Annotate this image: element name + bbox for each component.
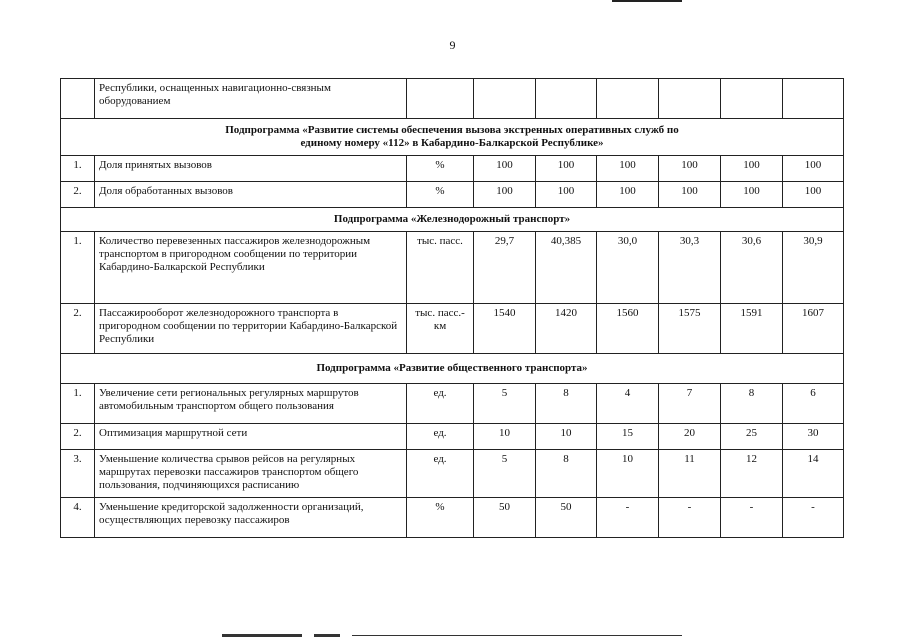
value-cell: 100 (659, 156, 721, 182)
value-cell: 8 (536, 384, 597, 424)
value-cell: 100 (474, 156, 536, 182)
section-row (61, 354, 844, 384)
value-cell: 1540 (474, 304, 536, 354)
table-row (61, 182, 844, 208)
row-number: 3. (61, 450, 95, 498)
unit-cell: % (407, 182, 474, 208)
value-cell: 10 (536, 424, 597, 450)
indicator-name: Уменьшение кредиторской задолженности организаций, осуществляющих перевозку пассажиров (95, 498, 407, 538)
value-cell: 100 (783, 182, 844, 208)
indicator-name: Оптимизация маршрутной сети (95, 424, 407, 450)
row-number (61, 79, 95, 119)
value-cell: 1591 (721, 304, 783, 354)
value-cell: 14 (783, 450, 844, 498)
unit-cell: ед. (407, 424, 474, 450)
row-number: 2. (61, 424, 95, 450)
value-cell: 100 (536, 156, 597, 182)
table-body (61, 79, 844, 538)
value-cell: 100 (597, 182, 659, 208)
unit-cell: тыс. пасс. (407, 232, 474, 304)
section-title: Подпрограмма «Железнодорожный транспорт» (61, 208, 844, 232)
value-cell (659, 79, 721, 119)
row-number: 4. (61, 498, 95, 538)
value-cell: 100 (659, 182, 721, 208)
value-cell: 5 (474, 384, 536, 424)
section-row (61, 208, 844, 232)
table-row (61, 304, 844, 354)
value-cell (597, 79, 659, 119)
value-cell: 20 (659, 424, 721, 450)
value-cell: 11 (659, 450, 721, 498)
indicator-name: Уменьшение количества срывов рейсов на регулярных маршрутах перевозки пассажиров транспортом общего пользования, подчиняющихся расписанию (95, 450, 407, 498)
value-cell: 25 (721, 424, 783, 450)
table-row (61, 232, 844, 304)
value-cell: 100 (783, 156, 844, 182)
unit-cell: тыс. пасс.-км (407, 304, 474, 354)
value-cell: 15 (597, 424, 659, 450)
value-cell: 12 (721, 450, 783, 498)
value-cell: 100 (474, 182, 536, 208)
value-cell: - (783, 498, 844, 538)
value-cell: 40,385 (536, 232, 597, 304)
value-cell: 5 (474, 450, 536, 498)
value-cell: 100 (721, 182, 783, 208)
footer-scan-marks (222, 634, 682, 638)
row-number: 2. (61, 304, 95, 354)
value-cell: 10 (474, 424, 536, 450)
value-cell: 30,9 (783, 232, 844, 304)
table-row (61, 498, 844, 538)
value-cell: 1560 (597, 304, 659, 354)
value-cell: - (659, 498, 721, 538)
indicator-name: Количество перевезенных пассажиров железнодорожным транспортом в пригородном сообщении по территории Кабардино-Балкарской Республики (95, 232, 407, 304)
unit-cell: % (407, 498, 474, 538)
table-row (61, 79, 844, 119)
value-cell: - (597, 498, 659, 538)
value-cell: 50 (536, 498, 597, 538)
value-cell: 100 (721, 156, 783, 182)
value-cell: 50 (474, 498, 536, 538)
indicators-table (60, 78, 844, 538)
row-number: 1. (61, 232, 95, 304)
indicator-name: Пассажирооборот железнодорожного транспорта в пригородном сообщении по территории Кабардино-Балкарской Республики (95, 304, 407, 354)
row-number: 2. (61, 182, 95, 208)
unit-cell: ед. (407, 384, 474, 424)
indicator-name: Увеличение сети региональных регулярных маршрутов автомобильным транспортом общего пользования (95, 384, 407, 424)
unit-cell (407, 79, 474, 119)
value-cell (474, 79, 536, 119)
value-cell: 10 (597, 450, 659, 498)
indicator-name: Доля обработанных вызовов (95, 182, 407, 208)
section-row (61, 119, 844, 156)
value-cell: 100 (536, 182, 597, 208)
table-row (61, 424, 844, 450)
value-cell: 1575 (659, 304, 721, 354)
indicator-name: Доля принятых вызовов (95, 156, 407, 182)
row-number: 1. (61, 156, 95, 182)
value-cell (721, 79, 783, 119)
header-scan-mark (612, 0, 682, 2)
value-cell: 30,0 (597, 232, 659, 304)
value-cell: 8 (721, 384, 783, 424)
value-cell: 100 (597, 156, 659, 182)
value-cell: 1420 (536, 304, 597, 354)
value-cell: 7 (659, 384, 721, 424)
section-title: Подпрограмма «Развитие общественного транспорта» (61, 354, 844, 384)
value-cell: 6 (783, 384, 844, 424)
value-cell (783, 79, 844, 119)
indicator-name: Республики, оснащенных навигационно-связным оборудованием (95, 79, 407, 119)
section-title: Подпрограмма «Развитие системы обеспечения вызова экстренных оперативных служб по единому номеру «112» в Кабардино-Балкарской Республике» (61, 119, 844, 156)
value-cell: 30,6 (721, 232, 783, 304)
value-cell: 1607 (783, 304, 844, 354)
row-number: 1. (61, 384, 95, 424)
value-cell: - (721, 498, 783, 538)
table-row (61, 156, 844, 182)
table-row (61, 384, 844, 424)
page-number: 9 (449, 38, 456, 52)
value-cell: 4 (597, 384, 659, 424)
value-cell: 30,3 (659, 232, 721, 304)
value-cell (536, 79, 597, 119)
value-cell: 8 (536, 450, 597, 498)
table-row (61, 450, 844, 498)
value-cell: 29,7 (474, 232, 536, 304)
unit-cell: % (407, 156, 474, 182)
value-cell: 30 (783, 424, 844, 450)
unit-cell: ед. (407, 450, 474, 498)
